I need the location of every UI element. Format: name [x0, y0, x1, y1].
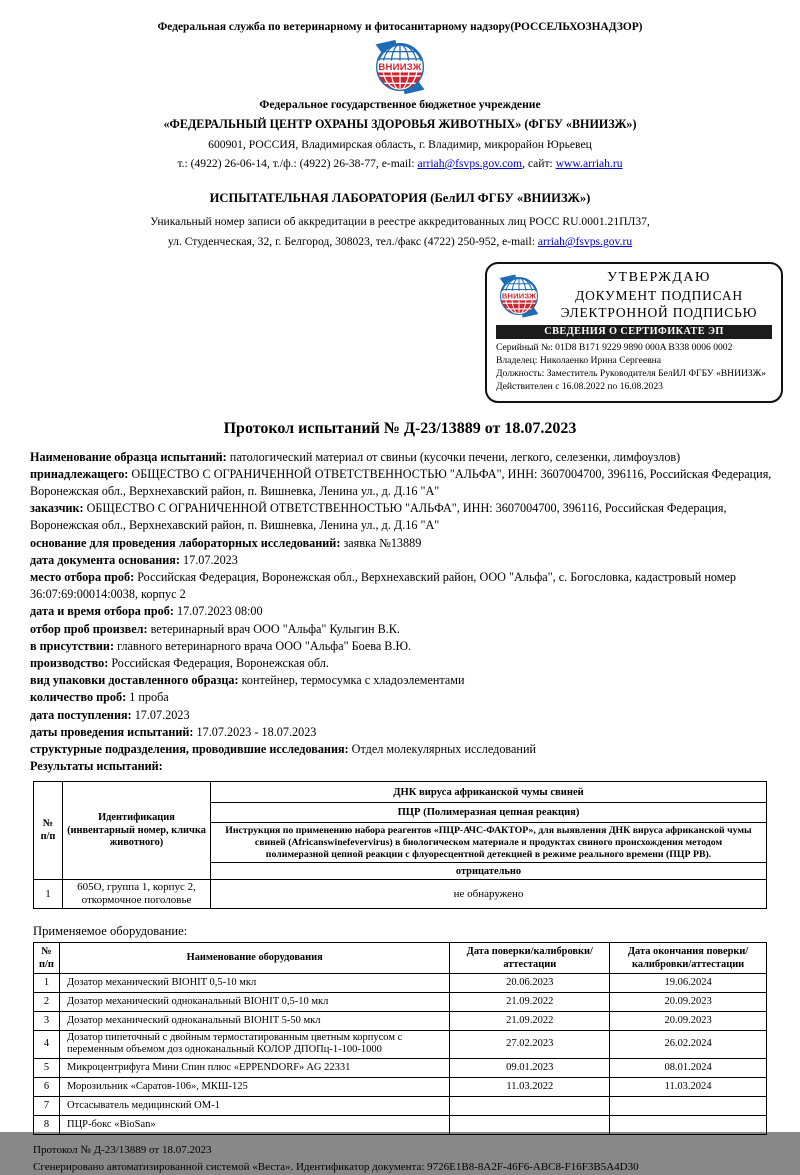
doc-field: отбор проб произвел: ветеринарный врач ООО "Альфа" Кулыгин В.К.	[30, 621, 400, 636]
document-footer	[33, 1142, 800, 1175]
equipment-row: 8 ПЦР-бокс «BioSan»	[34, 1116, 767, 1135]
result-row-identification: 605О, группа 1, корпус 2, откормочное поголовье	[63, 880, 211, 909]
org-site-link[interactable]: www.arriah.ru	[555, 157, 623, 170]
doc-field: Наименование образца испытаний: патологический материал от свиньи (кусочки печени, легкого, селезенки, лимфоузлов)	[30, 449, 681, 464]
equipment-row: 2 Дозатор механический одноканальный BIOHIT 0,5-10 мкл 21.09.2022 20.09.2023	[34, 992, 767, 1011]
equipment-row: 7 Отсасыватель медицинский ОМ-1	[34, 1097, 767, 1116]
equipment-col-name: Наименование оборудования	[59, 942, 449, 973]
equipment-row: 3 Дозатор механический одноканальный BIOHIT 5-50 мкл 21.09.2022 20.09.2023	[34, 1011, 767, 1030]
org-contact-line	[0, 157, 800, 170]
footer-generated-line: Сгенерировано автоматизированной системой «Веста». Идентификатор документа: 9726E1B8-8A2F-46F6-ABC8-F16F3B5A4D30	[33, 1160, 639, 1173]
equipment-col-num: № п/п	[34, 942, 60, 973]
results-col-id-header: Идентификация (инвентарный номер, кличка животного)	[63, 782, 211, 880]
stamp-owner-line: Владелец: Николаенко Ирина Сергеевна	[496, 354, 662, 366]
doc-field: структурные подразделения, проводившие исследования: Отдел молекулярных исследований	[30, 742, 536, 757]
results-table	[33, 781, 767, 908]
doc-field: дата и время отбора проб: 17.07.2023 08:00	[30, 604, 263, 619]
results-method: ПЦР (Полимеразная цепная реакция)	[211, 803, 767, 823]
stamp-vniizh-logo	[496, 273, 542, 319]
lab-address-line	[0, 235, 800, 248]
doc-field: производство: Российская Федерация, Воронежская обл.	[30, 656, 329, 671]
equipment-col-date-from: Дата поверки/калибровки/аттестации	[450, 942, 610, 973]
org-address-line: 600901, РОССИЯ, Владимирская область, г. Владимир, микрорайон Юрьевец	[208, 138, 592, 151]
lab-address-prefix: ул. Студенческая, 32, г. Белгород, 308023, тел./факс (4722) 250-952, e-mail:	[167, 235, 535, 248]
equipment-row: 5 Микроцентрифуга Мини Спин плюс «EPPENDORF» AG 22331 09.01.2023 08.01.2024	[34, 1059, 767, 1078]
org-email-link[interactable]: arriah@fsvps.gov.com	[417, 157, 523, 170]
stamp-position-line: Должность: Заместитель Руководителя БелИЛ ФГБУ «ВНИИЗЖ»	[496, 367, 767, 379]
footer-protocol-line: Протокол № Д-23/13889 от 18.07.2023	[33, 1144, 212, 1157]
stamp-signed-line2: ЭЛЕКТРОННОЙ ПОДПИСЬЮ	[560, 304, 758, 320]
document-fields	[30, 449, 772, 776]
doc-field: принадлежащего: ОБЩЕСТВО С ОГРАНИЧЕННОЙ ОТВЕТСТВЕННОСТЬЮ "АЛЬФА", ИНН: 3607004700, 396116, Российская Федерация, Воронежская обл., Верхнехавский район, п. Вишневка, Ленина ул., д. Д.16 "А"	[30, 466, 772, 499]
vniizh-logo	[371, 38, 429, 96]
results-test-name: ДНК вируса африканской чумы свиней	[211, 782, 767, 803]
results-norm: отрицательно	[211, 863, 767, 880]
equipment-row: 4 Дозатор пипеточный с двойным термостатированным цветным корпусом с переменным объемом доз одноканальный КОЛОР ДПОПц-1-100-1000 27.02.2023 26.02.2024	[34, 1030, 767, 1058]
org-type-line: Федеральное государственное бюджетное учреждение	[259, 98, 541, 111]
equipment-heading: Применяемое оборудование:	[33, 923, 188, 938]
doc-field: в присутствии: главного ветеринарного врача ООО "Альфа" Боева В.Ю.	[30, 638, 412, 653]
stamp-approve-line: УТВЕРЖДАЮ	[607, 270, 711, 285]
result-row	[34, 880, 767, 909]
doc-field: место отбора проб: Российская Федерация, Воронежская обл., Верхнехавский район, ООО "Альфа", с. Богословка, кадастровый номер 36:07:69:00014:0038, корпус 2	[30, 570, 736, 602]
result-row-num: 1	[34, 880, 63, 909]
equipment-col-date-to: Дата окончания поверки/калибровки/аттестации	[610, 942, 767, 973]
doc-field: Результаты испытаний:	[30, 759, 163, 774]
equipment-row: 6 Морозильник «Саратов-106», МКШ-125 11.03.2022 11.03.2024	[34, 1078, 767, 1097]
doc-field: даты проведения испытаний: 17.07.2023 - 18.07.2023	[30, 724, 317, 739]
agency-header: Федеральная служба по ветеринарному и фитосанитарному надзору(РОССЕЛЬХОЗНАДЗОР)	[157, 21, 643, 33]
accreditation-line: Уникальный номер записи об аккредитации в реестре аккредитованных лиц РОСС RU.0001.21ПЛ37,	[150, 215, 650, 228]
doc-field: дата поступления: 17.07.2023	[30, 707, 190, 722]
stamp-cert-info-bar: СВЕДЕНИЯ О СЕРТИФИКАТЕ ЭП	[496, 325, 772, 339]
results-instruction: Инструкция по применению набора реагентов «ПЦР-АЧС-ФАКТОР», для выявления ДНК вируса африканской чумы свиней (Africanswinefevervirus) в биологическом материале и продуктах свиного происхождения методом полимеразной цепной реакции с флуоресцентной детекцией в режиме реального времени (ПЦР РВ).	[211, 823, 767, 863]
lab-email-link[interactable]: arriah@fsvps.gov.ru	[537, 235, 633, 248]
stamp-validity-line: Действителен с 16.08.2022 по 16.08.2023	[496, 380, 663, 392]
doc-field: количество проб: 1 проба	[30, 690, 169, 705]
result-row-value: не обнаружено	[211, 880, 767, 909]
doc-field: дата документа основания: 17.07.2023	[30, 552, 238, 567]
lab-name-line: ИСПЫТАТЕЛЬНАЯ ЛАБОРАТОРИЯ (БелИЛ ФГБУ «ВНИИЗЖ»)	[209, 191, 591, 205]
contact-middle: , сайт:	[522, 157, 553, 170]
stamp-signed-line1: ДОКУМЕНТ ПОДПИСАН	[575, 288, 743, 303]
doc-field: заказчик: ОБЩЕСТВО С ОГРАНИЧЕННОЙ ОТВЕТСТВЕННОСТЬЮ "АЛЬФА", ИНН: 3607004700, 396116, Российская Федерация, Воронежская обл., Верхнехавский район, п. Вишневка, Ленина ул., д. Д.16 "А"	[30, 501, 727, 533]
doc-field: основание для проведения лабораторных исследований: заявка №13889	[30, 535, 422, 550]
contact-prefix: т.: (4922) 26-06-14, т./ф.: (4922) 26-38-77, e-mail:	[177, 157, 415, 170]
equipment-header-row	[34, 942, 767, 973]
equipment-row: 1 Дозатор механический BIOHIT 0,5-10 мкл 20.06.2023 19.06.2024	[34, 973, 767, 992]
signature-stamp	[485, 262, 783, 403]
org-name-line: «ФЕДЕРАЛЬНЫЙ ЦЕНТР ОХРАНЫ ЗДОРОВЬЯ ЖИВОТНЫХ» (ФГБУ «ВНИИЗЖ»)	[163, 117, 637, 131]
protocol-title: Протокол испытаний № Д-23/13889 от 18.07.2023	[223, 419, 577, 437]
doc-field: вид упаковки доставленного образца: контейнер, термосумка с хладоэлементами	[30, 673, 465, 688]
results-col-num-header: № п/п	[34, 782, 63, 880]
equipment-table	[33, 942, 767, 1135]
stamp-serial-line: Серийный №: 01D8 B171 9229 9890 000A B338 0006 0002	[496, 342, 733, 353]
